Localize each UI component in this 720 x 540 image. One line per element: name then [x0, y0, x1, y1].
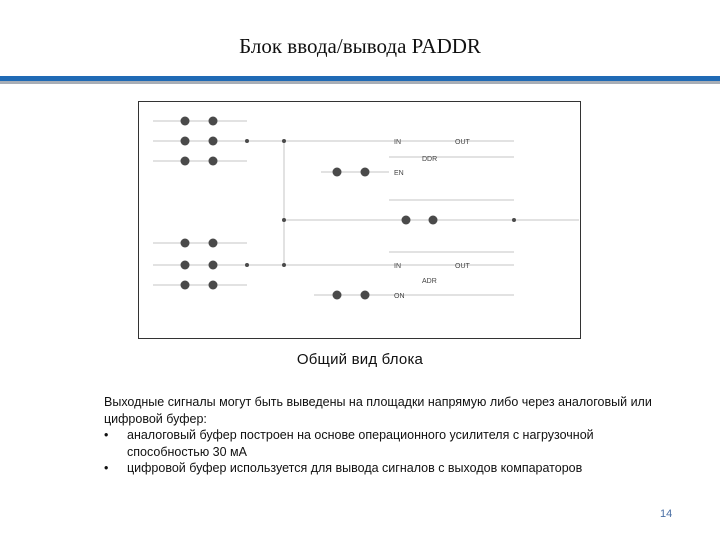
label-in-ddr: IN	[394, 139, 401, 146]
slide-title: Блок ввода/вывода PADDR	[239, 34, 481, 58]
diagram-junctions	[245, 139, 516, 267]
label-in-adr: IN	[394, 263, 401, 270]
header-divider-grey	[0, 81, 720, 84]
label-en-adr: ON	[394, 293, 405, 300]
bullet-text: цифровой буфер используется для вывода сигналов с выходов компараторов	[127, 461, 583, 475]
label-out-adr: OUT	[455, 263, 470, 270]
bullet-text: аналоговый буфер построен на основе операционного усилителя с нагрузочной способностью 30 мА	[127, 428, 594, 459]
bullet-item	[104, 427, 664, 460]
label-en-ddr: EN	[394, 170, 404, 177]
label-out-ddr: OUT	[455, 139, 470, 146]
bullet-mark: •	[104, 428, 109, 442]
diagram-wires	[153, 121, 579, 295]
block-diagram	[138, 101, 581, 339]
bullet-item	[104, 460, 664, 477]
figure-caption: Общий вид блока	[296, 351, 424, 368]
bullet-mark: •	[104, 461, 109, 475]
page-number: 14	[660, 508, 673, 520]
intro-paragraph: Выходные сигналы могут быть выведены на площадки напрямую либо через аналоговый или цифровой буфер:	[104, 395, 652, 426]
label-ddr: DDR	[422, 156, 438, 163]
label-adr: ADR	[422, 278, 437, 285]
block-diagram-svg	[139, 102, 582, 340]
body-text	[104, 394, 664, 477]
